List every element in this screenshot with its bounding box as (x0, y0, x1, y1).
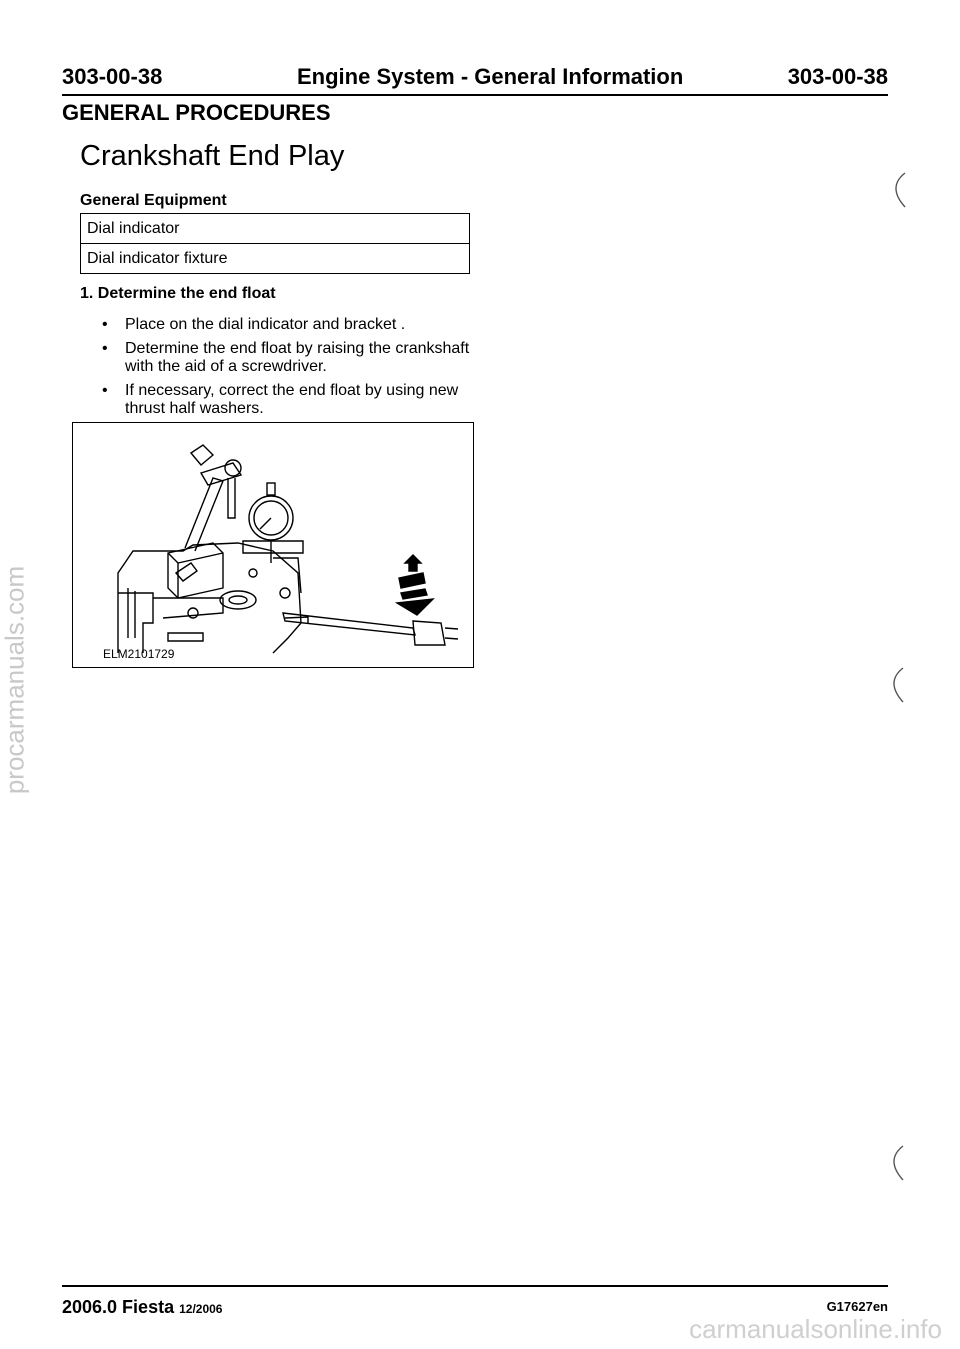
margin-bracket-icon (885, 165, 935, 215)
footer-model-name: 2006.0 Fiesta (62, 1297, 175, 1317)
bullet-icon: • (102, 382, 108, 399)
list-item (100, 382, 480, 418)
header-title: Engine System - General Information (297, 64, 684, 89)
page-header (62, 62, 888, 96)
section-title: GENERAL PROCEDURES (62, 100, 331, 125)
figure-id: ELM2101729 (103, 647, 175, 661)
equipment-heading: General Equipment (80, 192, 227, 209)
list-item (100, 316, 480, 334)
bullet-text: Determine the end float by raising the crankshaft with the aid of a screwdriver. (125, 340, 470, 375)
table-row (81, 244, 470, 274)
watermark-bottom: carmanualsonline.info (689, 1314, 942, 1344)
list-item (100, 340, 480, 376)
step-title: 1. Determine the end float (80, 285, 276, 302)
step-bullet-list (100, 316, 480, 424)
page-title: Crankshaft End Play (80, 140, 345, 172)
bullet-text: Place on the dial indicator and bracket . (125, 316, 406, 333)
equipment-table (80, 213, 470, 274)
margin-bracket-icon (883, 1138, 933, 1188)
footer-model (62, 1297, 222, 1318)
watermark-left (0, 560, 30, 800)
footer-date: 12/2006 (179, 1302, 223, 1316)
dial-indicator-illustration (73, 423, 473, 667)
watermark-left-text: procarmanuals.com (0, 565, 30, 795)
bullet-icon: • (102, 340, 108, 357)
equipment-item: Dial indicator fixture (81, 244, 470, 274)
page-footer (62, 1285, 888, 1317)
header-code-right: 303-00-38 (787, 64, 888, 89)
margin-bracket-icon (883, 660, 933, 710)
header-code-left: 303-00-38 (62, 64, 163, 89)
bullet-text: If necessary, correct the end float by using new thrust half washers. (125, 382, 459, 417)
table-row (81, 214, 470, 244)
figure-dial-indicator (72, 422, 474, 668)
footer-code: G17627en (826, 1299, 888, 1314)
equipment-item: Dial indicator (81, 214, 470, 244)
bullet-icon: • (102, 316, 108, 333)
